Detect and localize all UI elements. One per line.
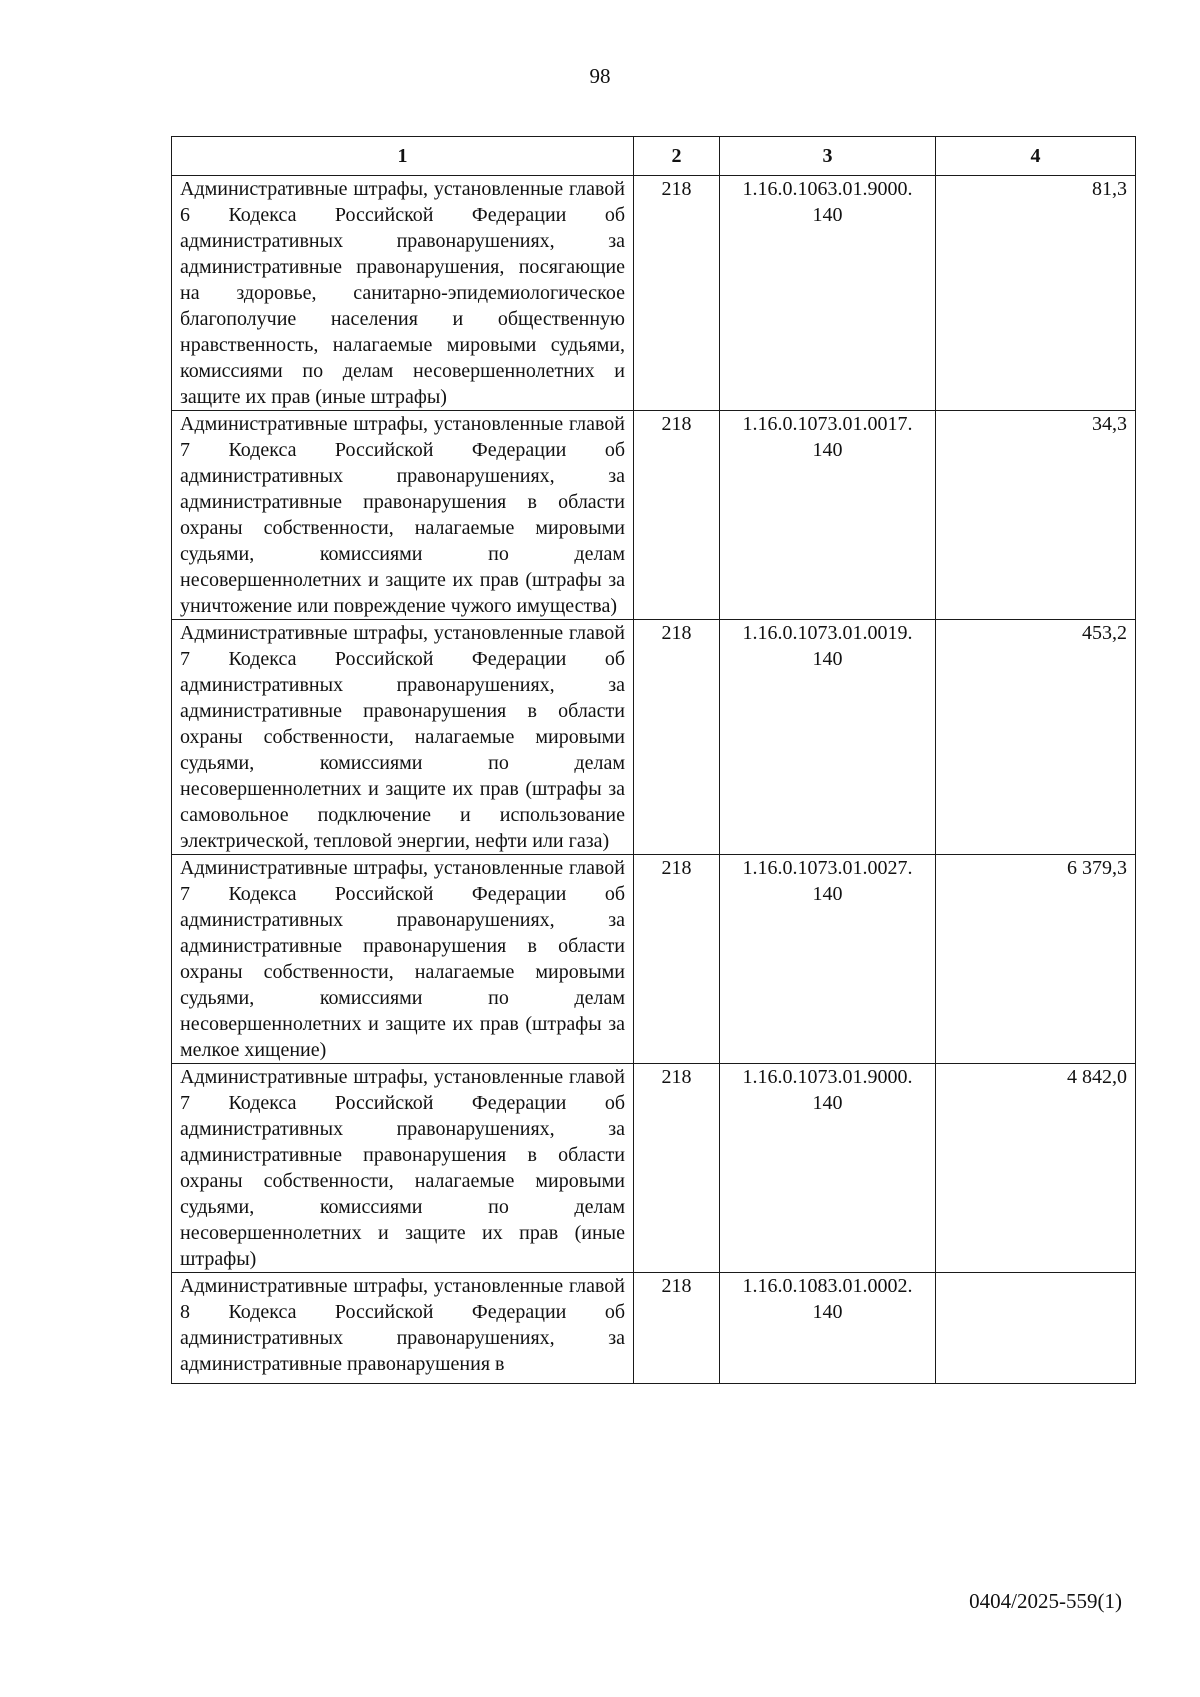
page-number: 98 xyxy=(589,64,611,88)
description-cell: Административные штрафы, установленные главой 8 Кодекса Российской Федерации об административных правонарушениях, за административные правонарушения в xyxy=(172,1273,634,1384)
classification-code: 1.16.0.1073.01.0027. 140 xyxy=(742,857,913,905)
description-cell: Административные штрафы, установленные главой 7 Кодекса Российской Федерации об административных правонарушениях, за административные правонарушения в области охраны собственности, налагаемые мировыми судьями, комиссиями по делам несовершеннолетних и защите их прав (штрафы за уничтожение или повреждение чужого имущества) xyxy=(172,411,634,620)
description-cell: Административные штрафы, установленные главой 6 Кодекса Российской Федерации об административных правонарушениях, за административные правонарушения, посягающие на здоровье, санитарно-эпидемиологическое благополучие населения и общественную нравственность, налагаемые мировыми судьями, комиссиями по делам несовершеннолетних и защите их прав (иные штрафы) xyxy=(172,176,634,411)
amount-cell: 453,2 xyxy=(936,620,1136,855)
document-id: 0404/2025-559(1) xyxy=(969,1589,1122,1613)
table-row xyxy=(172,1273,1136,1384)
table-row xyxy=(172,411,1136,620)
column-header-4: 4 xyxy=(936,137,1136,176)
amount-cell: 34,3 xyxy=(936,411,1136,620)
amount-cell: 81,3 xyxy=(936,176,1136,411)
classification-code-cell xyxy=(720,1064,936,1273)
column-header-2: 2 xyxy=(634,137,720,176)
description-cell: Административные штрафы, установленные главой 7 Кодекса Российской Федерации об административных правонарушениях, за административные правонарушения в области охраны собственности, налагаемые мировыми судьями, комиссиями по делам несовершеннолетних и защите их прав (штрафы за самовольное подключение и использование электрической, тепловой энергии, нефти или газа) xyxy=(172,620,634,855)
admin-code-cell: 218 xyxy=(634,176,720,411)
classification-code: 1.16.0.1073.01.0017. 140 xyxy=(742,413,913,461)
classification-code-cell xyxy=(720,1273,936,1384)
classification-code: 1.16.0.1083.01.0002. 140 xyxy=(742,1275,913,1323)
revenue-table xyxy=(171,136,1136,1384)
amount-cell xyxy=(936,1273,1136,1384)
admin-code-cell: 218 xyxy=(634,411,720,620)
table-row xyxy=(172,620,1136,855)
admin-code-cell: 218 xyxy=(634,855,720,1064)
admin-code-cell: 218 xyxy=(634,1064,720,1273)
classification-code-cell xyxy=(720,855,936,1064)
classification-code-cell xyxy=(720,411,936,620)
classification-code-cell xyxy=(720,620,936,855)
table-row xyxy=(172,176,1136,411)
table-row xyxy=(172,855,1136,1064)
classification-code: 1.16.0.1073.01.0019. 140 xyxy=(742,622,913,670)
column-header-3: 3 xyxy=(720,137,936,176)
amount-cell: 6 379,3 xyxy=(936,855,1136,1064)
amount-cell: 4 842,0 xyxy=(936,1064,1136,1273)
classification-code: 1.16.0.1063.01.9000. 140 xyxy=(742,178,913,226)
admin-code-cell: 218 xyxy=(634,1273,720,1384)
description-cell: Административные штрафы, установленные главой 7 Кодекса Российской Федерации об административных правонарушениях, за административные правонарушения в области охраны собственности, налагаемые мировыми судьями, комиссиями по делам несовершеннолетних и защите их прав (штрафы за мелкое хищение) xyxy=(172,855,634,1064)
description-cell: Административные штрафы, установленные главой 7 Кодекса Российской Федерации об административных правонарушениях, за административные правонарушения в области охраны собственности, налагаемые мировыми судьями, комиссиями по делам несовершеннолетних и защите их прав (иные штрафы) xyxy=(172,1064,634,1273)
classification-code-cell xyxy=(720,176,936,411)
column-header-1: 1 xyxy=(172,137,634,176)
admin-code-cell: 218 xyxy=(634,620,720,855)
table-row xyxy=(172,1064,1136,1273)
classification-code: 1.16.0.1073.01.9000. 140 xyxy=(742,1066,913,1114)
table-header-row xyxy=(172,137,1136,176)
